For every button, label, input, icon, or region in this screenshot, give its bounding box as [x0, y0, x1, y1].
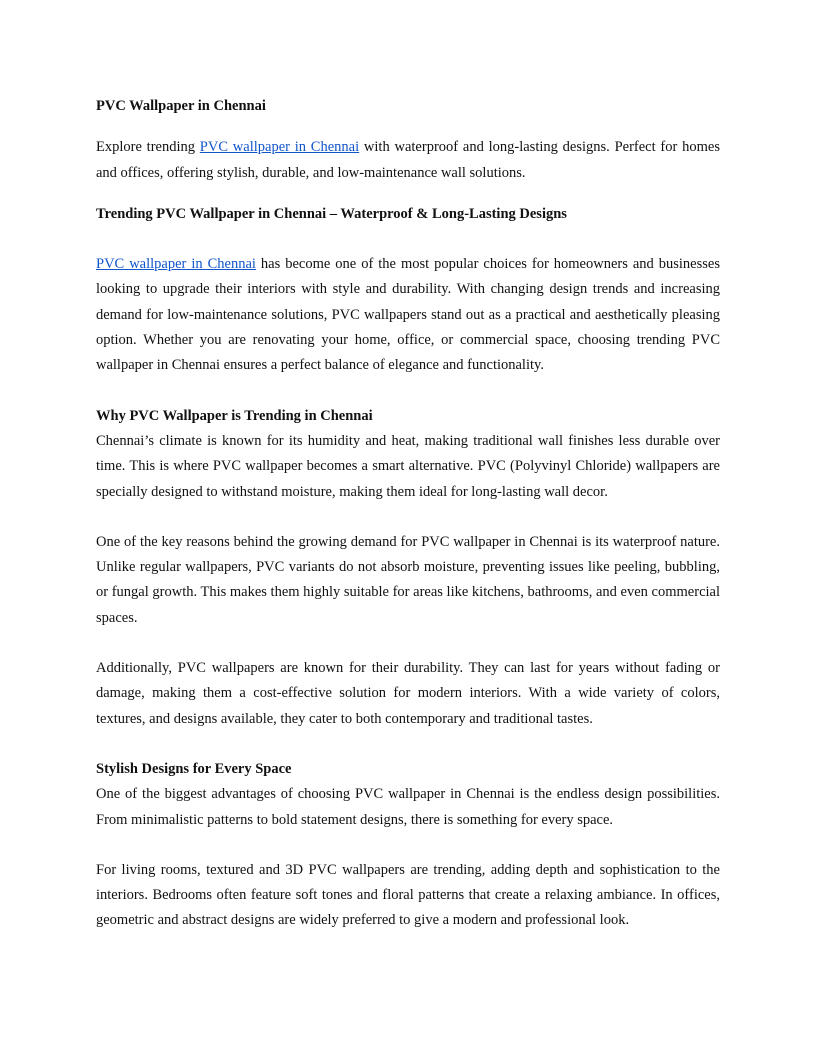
intro-paragraph — [96, 135, 720, 186]
paragraph-design-possibilities: One of the biggest advantages of choosing PVC wallpaper in Chennai is the endless design possibilities. From minimalistic patterns to bold statement designs, there is something for every space. — [96, 786, 720, 828]
overview-text: has become one of the most popular choices for homeowners and businesses looking to upgrade their interiors with style and durability. With changing design trends and increasing demand for low-maintenance solutions, PVC wallpapers stand out as a practical and aesthetically pleasing option. Whether you are renovating your home, office, or commercial space, choosing trending PVC wallpaper in Chennai ensures a perfect balance of elegance and functionality. — [96, 256, 720, 374]
heading-why-trending: Why PVC Wallpaper is Trending in Chennai — [96, 407, 373, 424]
intro-link[interactable]: PVC wallpaper in Chennai — [199, 139, 360, 156]
document-title: PVC Wallpaper in Chennai — [96, 98, 266, 114]
paragraph-durability: Additionally, PVC wallpapers are known for their durability. They can last for years without fading or damage, making them a cost-effective solution for modern interiors. With a wide variety of colors, textures, and designs available, they cater to both contemporary and traditional tastes. — [96, 660, 720, 727]
subtitle-heading: Trending PVC Wallpaper in Chennai – Waterproof & Long-Lasting Designs — [96, 205, 567, 222]
overview-link[interactable]: PVC wallpaper in Chennai — [96, 256, 256, 273]
paragraph-overview — [96, 252, 720, 378]
intro-text-post: with waterproof and long-lasting designs. Perfect for homes and offices, offering stylish, durable, and low-maintenance wall solutions. — [96, 139, 720, 181]
heading-stylish-designs: Stylish Designs for Every Space — [96, 760, 292, 777]
document-page — [96, 94, 720, 934]
paragraph-climate: Chennai’s climate is known for its humidity and heat, making traditional wall finishes less durable over time. This is where PVC wallpaper becomes a smart alternative. PVC (Polyvinyl Chloride) wallpapers are specially designed to withstand moisture, making them ideal for long-lasting wall decor. — [96, 432, 720, 500]
paragraph-room-designs: For living rooms, textured and 3D PVC wallpapers are trending, adding depth and sophistication to the interiors. Bedrooms often feature soft tones and floral patterns that create a relaxing ambiance. In offices, geometric and abstract designs are widely preferred to give a modern and professional look. — [96, 861, 720, 929]
paragraph-waterproof: One of the key reasons behind the growing demand for PVC wallpaper in Chennai is its waterproof nature. Unlike regular wallpapers, PVC variants do not absorb moisture, preventing issues like peeling, bubbling, or fungal growth. This makes them highly suitable for areas like kitchens, bathrooms, and even commercial spaces. — [96, 533, 720, 626]
intro-text-pre: Explore trending — [96, 139, 200, 156]
